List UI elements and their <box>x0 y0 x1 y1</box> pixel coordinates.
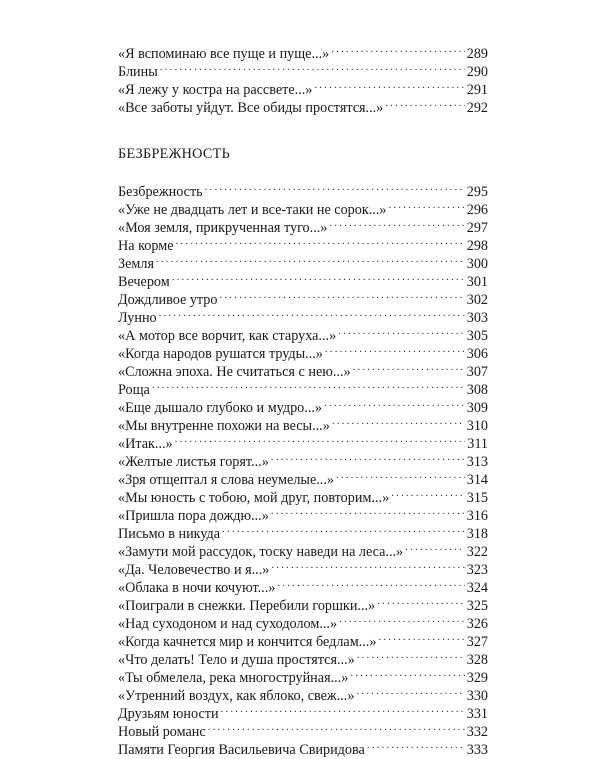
toc-entry-title: Друзьям юности <box>118 706 219 722</box>
toc-entry <box>118 268 488 290</box>
toc-entry <box>118 58 488 80</box>
toc-page-number: 298 <box>466 238 488 254</box>
toc-entry-title: «Я лежу у костра на рассвете...» <box>118 82 313 98</box>
toc-entry <box>118 322 488 344</box>
toc-page-number: 315 <box>466 490 488 506</box>
toc-dot-leader <box>339 610 465 628</box>
toc-dot-leader <box>329 214 464 232</box>
toc-page-number: 296 <box>466 202 488 218</box>
toc-dot-leader <box>314 76 464 94</box>
toc-entry-title: «Поиграли в снежки. Перебили горшки...» <box>118 598 376 614</box>
toc-entry <box>118 376 488 398</box>
toc-dot-leader <box>350 664 464 682</box>
toc-entry <box>118 394 488 416</box>
toc-entry-title: «Желтые листья горят...» <box>118 454 269 470</box>
toc-page-number: 327 <box>466 634 488 650</box>
toc-entry-title: Роща <box>118 382 150 398</box>
toc-dot-leader <box>367 736 465 754</box>
toc-entry-title: «Сложна эпоха. Не считаться с нею...» <box>118 364 351 380</box>
toc-page-number: 302 <box>466 292 488 308</box>
toc-page-number: 324 <box>466 580 488 596</box>
toc-page-number: 329 <box>466 670 488 686</box>
toc-entry-title: «Ты обмелела, река многоструйная...» <box>118 670 349 686</box>
toc-entry <box>118 76 488 98</box>
toc-dot-leader <box>176 232 465 250</box>
toc-page-number: 325 <box>466 598 488 614</box>
toc-entry-title: Новый романс <box>118 724 206 740</box>
toc-page-number: 333 <box>466 742 488 758</box>
toc-entry-title: «Когда народов рушатся труды...» <box>118 346 323 362</box>
toc-page-number: 309 <box>466 400 488 416</box>
toc-page-number: 308 <box>466 382 488 398</box>
toc-dot-leader <box>205 178 465 196</box>
toc-dot-leader <box>389 196 465 214</box>
toc-entry-title: «Над суходоном и над суходолом...» <box>118 616 338 632</box>
toc-entry <box>118 250 488 272</box>
toc-entry <box>118 178 488 200</box>
toc-entry-title: «Пришла пора дождю...» <box>118 508 269 524</box>
toc-entry-title: «Утренний воздух, как яблоко, свеж...» <box>118 688 355 704</box>
toc-page-number: 313 <box>466 454 488 470</box>
toc-dot-leader <box>357 646 465 664</box>
toc-dot-leader <box>332 412 465 430</box>
section-heading: БЕЗБРЕЖНОСТЬ <box>118 146 231 162</box>
toc-entry-title: «Итак...» <box>118 436 173 452</box>
toc-page-number: 301 <box>466 274 488 290</box>
toc-page-number: 326 <box>466 616 488 632</box>
toc-dot-leader <box>271 556 464 574</box>
toc-dot-leader <box>325 340 465 358</box>
toc-dot-leader <box>324 394 465 412</box>
toc-page-number: 306 <box>466 346 488 362</box>
toc-entry-title: Памяти Георгия Васильевича Свиридова <box>118 742 365 758</box>
toc-dot-leader <box>336 466 465 484</box>
toc-entry-title: «Что делать! Тело и душа простятся...» <box>118 652 355 668</box>
toc-entry-title: «Да. Человечество и я...» <box>118 562 270 578</box>
toc-page-number: 300 <box>466 256 488 272</box>
toc-page-number: 303 <box>466 310 488 326</box>
toc-entry-title: «Моя земля, прикрученная туго...» <box>118 220 328 236</box>
section-spacer <box>118 163 488 178</box>
toc-dot-leader <box>338 322 465 340</box>
toc-dot-leader <box>156 250 465 268</box>
toc-entry-title: «Облака в ночи кочуют...» <box>118 580 276 596</box>
toc-entry-title: Безбрежность <box>118 184 203 200</box>
toc-page-number: 310 <box>466 418 488 434</box>
toc-page-number: 316 <box>466 508 488 524</box>
toc-dot-leader <box>271 448 465 466</box>
toc-dot-leader <box>391 484 465 502</box>
toc-page-number: 297 <box>466 220 488 236</box>
toc-entry-title: «Все заботы уйдут. Все обиды простятся...» <box>118 100 384 116</box>
toc-dot-leader <box>152 376 465 394</box>
toc-entry-title: Дождливое утро <box>118 292 218 308</box>
toc-page-number: 292 <box>466 100 488 116</box>
toc-dot-leader <box>356 682 464 700</box>
toc-dot-leader <box>222 520 465 538</box>
toc-dot-leader <box>208 718 465 736</box>
toc-top-list <box>118 40 488 116</box>
toc-page-number: 318 <box>466 526 488 542</box>
toc-dot-leader <box>331 40 465 58</box>
toc-dot-leader <box>159 304 465 322</box>
toc-dot-leader <box>172 268 465 286</box>
toc-page-number: 305 <box>466 328 488 344</box>
toc-dot-leader <box>271 502 465 520</box>
toc-dot-leader <box>378 628 464 646</box>
toc-entry-title: «Я вспоминаю все пуще и пуще...» <box>118 46 330 62</box>
toc-page-number: 291 <box>466 82 488 98</box>
toc-entry-title: Письмо в никуда <box>118 526 221 542</box>
toc-dot-leader <box>277 574 464 592</box>
toc-dot-leader <box>353 358 465 376</box>
toc-entry-title: «А мотор все ворчит, как старуха...» <box>118 328 337 344</box>
toc-dot-leader <box>221 700 465 718</box>
toc-entry <box>118 286 488 308</box>
toc-entry-title: «Когда качнется мир и кончится бедлам...» <box>118 634 377 650</box>
toc-entry-title: На корме <box>118 238 174 254</box>
toc-entry-title: Вечером <box>118 274 170 290</box>
toc-page-number: 328 <box>466 652 488 668</box>
toc-section-list <box>118 178 488 758</box>
table-of-contents-page <box>118 40 488 758</box>
toc-dot-leader <box>377 592 465 610</box>
toc-entry-title: «Уже не двадцать лет и все-таки не сорок...» <box>118 202 387 218</box>
toc-page-number: 290 <box>466 64 488 80</box>
toc-page-number: 307 <box>466 364 488 380</box>
toc-entry-title: Земля <box>118 256 154 272</box>
toc-dot-leader <box>385 94 464 112</box>
toc-dot-leader <box>405 538 465 556</box>
toc-entry-title: «Мы юность с тобою, мой друг, повторим...» <box>118 490 390 506</box>
toc-entry-title: «Замути мой рассудок, тоску наведи на леса...» <box>118 544 404 560</box>
toc-page-number: 332 <box>466 724 488 740</box>
toc-page-number: 331 <box>466 706 488 722</box>
toc-dot-leader <box>160 58 465 76</box>
toc-page-number: 322 <box>466 544 488 560</box>
toc-entry-title: Лунно <box>118 310 157 326</box>
toc-dot-leader <box>219 286 464 304</box>
toc-page-number: 314 <box>466 472 488 488</box>
toc-entry <box>118 40 488 62</box>
toc-page-number: 323 <box>466 562 488 578</box>
toc-page-number: 295 <box>466 184 488 200</box>
toc-entry <box>118 304 488 326</box>
toc-entry-title: «Мы внутренне похожи на весы...» <box>118 418 330 434</box>
toc-page-number: 289 <box>466 46 488 62</box>
toc-entry-title: «Зря отщептал я слова неумелые...» <box>118 472 334 488</box>
toc-dot-leader <box>175 430 466 448</box>
toc-entry-title: Блины <box>118 64 158 80</box>
toc-page-number: 330 <box>466 688 488 704</box>
toc-entry-title: «Еще дышало глубоко и мудро...» <box>118 400 323 416</box>
toc-page-number: 311 <box>467 436 488 452</box>
